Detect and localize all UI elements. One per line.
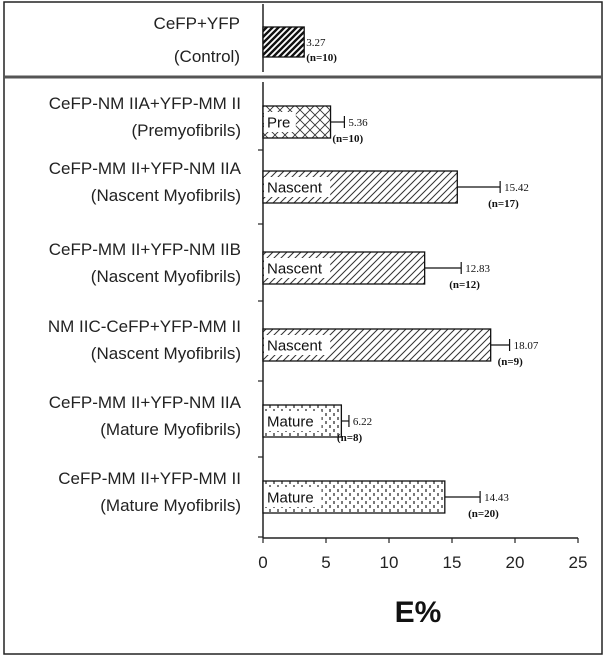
category-labels xyxy=(48,14,242,515)
category-label: CeFP-MM II+YFP-NM IIA xyxy=(48,393,241,412)
category-label: CeFP-NM IIA+YFP-MM II xyxy=(48,94,241,113)
stage-label: Nascent xyxy=(267,260,323,278)
n-label: (n=10) xyxy=(332,133,364,145)
data-label: 6.22 xyxy=(352,416,373,428)
category-label: CeFP-MM II+YFP-NM IIA xyxy=(48,159,241,178)
bars xyxy=(263,27,539,520)
x-tick-label: 20 xyxy=(505,553,525,572)
data-label: 14.43 xyxy=(484,492,509,504)
category-label: (Mature Myofibrils) xyxy=(100,420,241,439)
category-label: (Nascent Myofibrils) xyxy=(90,267,241,286)
n-label: (n=10) xyxy=(306,52,337,64)
n-label: (n=12) xyxy=(449,279,480,291)
data-label: 3.27 xyxy=(306,37,326,49)
data-label: 15.42 xyxy=(504,182,529,194)
category-label: (Nascent Myofibrils) xyxy=(90,186,241,205)
x-axis-label: E% xyxy=(394,596,442,629)
stage-label: Nascent xyxy=(267,337,323,355)
category-label: (Control) xyxy=(173,47,240,66)
category-label: (Premyofibrils) xyxy=(131,121,241,140)
data-label: 12.83 xyxy=(465,263,490,275)
n-label: (n=9) xyxy=(497,356,523,368)
n-label: (n=17) xyxy=(488,198,519,210)
stage-label: Pre xyxy=(267,114,291,132)
data-label: 5.36 xyxy=(348,117,368,129)
x-tick-labels xyxy=(258,553,587,572)
x-tick-label: 0 xyxy=(258,553,268,572)
category-label: CeFP+YFP xyxy=(153,14,240,33)
category-label: CeFP-MM II+YFP-MM II xyxy=(58,469,241,488)
category-label: CeFP-MM II+YFP-NM IIB xyxy=(48,240,241,259)
x-tick-label: 15 xyxy=(442,553,462,572)
x-tick-label: 25 xyxy=(568,553,588,572)
control-bar xyxy=(263,27,304,57)
category-label: NM IIC-CeFP+YFP-MM II xyxy=(47,317,241,336)
stage-label: Nascent xyxy=(267,179,323,197)
stage-label: Mature xyxy=(267,489,314,507)
x-tick-label: 5 xyxy=(321,553,331,572)
data-label: 18.07 xyxy=(513,340,539,352)
category-label: (Nascent Myofibrils) xyxy=(90,344,241,363)
stage-label: Mature xyxy=(267,413,314,431)
n-label: (n=8) xyxy=(336,432,363,444)
x-tick-label: 10 xyxy=(379,553,399,572)
category-label: (Mature Myofibrils) xyxy=(100,496,241,515)
n-label: (n=20) xyxy=(468,508,499,520)
